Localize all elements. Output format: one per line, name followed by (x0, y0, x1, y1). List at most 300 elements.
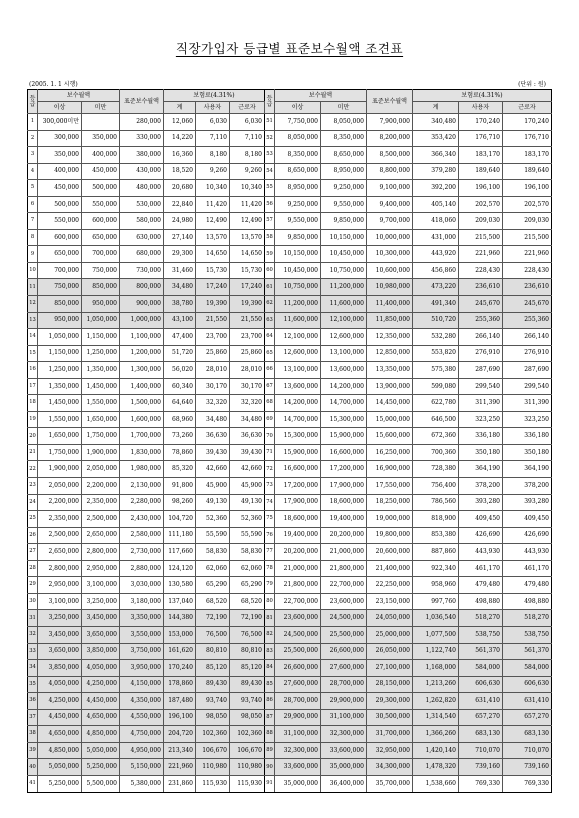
income-from-cell: 500,000 (38, 196, 82, 213)
standard-cell: 1,700,000 (120, 428, 164, 445)
premium-total-cell: 1,478,320 (413, 759, 459, 776)
premium-total-cell: 1,168,000 (413, 660, 459, 677)
table-row (28, 759, 552, 776)
premium-total-cell: 16,360 (164, 147, 196, 164)
income-from-cell: 1,350,000 (38, 378, 82, 395)
income-to-cell: 28,700,000 (321, 676, 367, 693)
standard-cell: 32,950,000 (367, 742, 413, 759)
income-from-cell: 2,650,000 (38, 544, 82, 561)
income-from-cell: 9,850,000 (275, 229, 321, 246)
worker-cell: 631,410 (503, 693, 552, 710)
standard-cell: 15,600,000 (367, 428, 413, 445)
employer-cell: 461,170 (459, 560, 503, 577)
employer-cell: 9,260 (196, 163, 230, 180)
grade-cell: 87 (265, 709, 275, 726)
premium-total-cell: 392,200 (413, 180, 459, 197)
worker-cell: 215,500 (503, 229, 552, 246)
income-to-cell: 1,550,000 (82, 395, 120, 412)
income-to-cell: 23,600,000 (321, 593, 367, 610)
premium-total-cell: 756,400 (413, 478, 459, 495)
income-to-cell: 33,600,000 (321, 742, 367, 759)
income-from-cell: 21,800,000 (275, 577, 321, 594)
header-worker: 근로자 (230, 102, 265, 114)
standard-cell: 19,000,000 (367, 511, 413, 528)
employer-cell: 183,170 (459, 147, 503, 164)
income-to-cell: 750,000 (82, 262, 120, 279)
grade-cell: 74 (265, 494, 275, 511)
premium-total-cell: 20,680 (164, 180, 196, 197)
income-to-cell: 950,000 (82, 296, 120, 313)
grade-cell: 57 (265, 213, 275, 230)
worker-cell: 561,370 (503, 643, 552, 660)
standard-cell: 4,150,000 (120, 676, 164, 693)
income-from-cell: 650,000 (38, 246, 82, 263)
income-from-cell: 11,600,000 (275, 312, 321, 329)
table-row (28, 362, 552, 379)
grade-cell: 73 (265, 478, 275, 495)
income-from-cell: 24,500,000 (275, 626, 321, 643)
header-premium: 보험료(4.31%) (164, 90, 265, 102)
grade-cell: 69 (265, 411, 275, 428)
grade-cell: 13 (28, 312, 38, 329)
income-to-cell: 2,650,000 (82, 527, 120, 544)
worker-cell: 85,120 (230, 660, 265, 677)
table-row (28, 246, 552, 263)
grade-cell: 64 (265, 329, 275, 346)
employer-cell: 710,070 (459, 742, 503, 759)
employer-cell: 631,410 (459, 693, 503, 710)
income-to-cell: 9,550,000 (321, 196, 367, 213)
standard-cell: 25,000,000 (367, 626, 413, 643)
employer-cell: 89,430 (196, 676, 230, 693)
income-to-cell: 5,050,000 (82, 742, 120, 759)
grade-cell: 54 (265, 163, 275, 180)
grade-cell: 59 (265, 246, 275, 263)
employer-cell: 236,610 (459, 279, 503, 296)
employer-cell: 39,430 (196, 444, 230, 461)
income-from-cell: 4,650,000 (38, 726, 82, 743)
income-to-cell: 14,700,000 (321, 395, 367, 412)
table-row (28, 643, 552, 660)
income-from-cell: 1,750,000 (38, 444, 82, 461)
grade-cell: 53 (265, 147, 275, 164)
worker-cell: 102,360 (230, 726, 265, 743)
income-to-cell: 5,500,000 (82, 775, 120, 792)
worker-cell: 115,930 (230, 775, 265, 792)
premium-total-cell: 187,480 (164, 693, 196, 710)
effective-date: (2005. 1. 1 시행) (29, 81, 78, 88)
worker-cell: 228,430 (503, 262, 552, 279)
premium-table (27, 89, 552, 793)
header-standard: 표준보수월액 (120, 90, 164, 114)
worker-cell: 36,630 (230, 428, 265, 445)
income-from-cell: 300,000 (38, 130, 82, 147)
income-from-cell: 400,000 (38, 163, 82, 180)
premium-total-cell: 491,340 (413, 296, 459, 313)
income-from-cell: 2,050,000 (38, 478, 82, 495)
income-to-cell: 35,000,000 (321, 759, 367, 776)
grade-cell: 86 (265, 693, 275, 710)
standard-cell: 8,800,000 (367, 163, 413, 180)
standard-cell: 30,500,000 (367, 709, 413, 726)
income-from-cell: 8,050,000 (275, 130, 321, 147)
employer-cell: 93,740 (196, 693, 230, 710)
worker-cell: 311,390 (503, 395, 552, 412)
worker-cell: 11,420 (230, 196, 265, 213)
header-grade: 등급 (28, 90, 38, 114)
grade-cell: 83 (265, 643, 275, 660)
employer-cell: 426,690 (459, 527, 503, 544)
income-to-cell: 29,900,000 (321, 693, 367, 710)
income-to-cell: 17,900,000 (321, 478, 367, 495)
income-from-cell: 10,150,000 (275, 246, 321, 263)
standard-cell: 1,300,000 (120, 362, 164, 379)
employer-cell: 323,250 (459, 411, 503, 428)
worker-cell: 409,450 (503, 511, 552, 528)
employer-cell: 255,360 (459, 312, 503, 329)
premium-total-cell: 922,340 (413, 560, 459, 577)
income-to-cell: 19,400,000 (321, 511, 367, 528)
standard-cell: 3,750,000 (120, 643, 164, 660)
table-row (28, 378, 552, 395)
income-to-cell: 3,100,000 (82, 577, 120, 594)
table-row (28, 229, 552, 246)
income-from-cell: 2,800,000 (38, 560, 82, 577)
grade-cell: 17 (28, 378, 38, 395)
worker-cell: 378,200 (503, 478, 552, 495)
standard-cell: 9,400,000 (367, 196, 413, 213)
income-to-cell: 1,900,000 (82, 444, 120, 461)
standard-cell: 16,900,000 (367, 461, 413, 478)
income-from-cell: 4,050,000 (38, 676, 82, 693)
employer-cell: 30,170 (196, 378, 230, 395)
income-from-cell: 1,900,000 (38, 461, 82, 478)
header-total: 계 (413, 102, 459, 114)
premium-total-cell: 24,980 (164, 213, 196, 230)
grade-cell: 61 (265, 279, 275, 296)
employer-cell: 170,240 (459, 114, 503, 131)
standard-cell: 580,000 (120, 213, 164, 230)
income-from-cell: 22,700,000 (275, 593, 321, 610)
income-to-cell: 4,650,000 (82, 709, 120, 726)
table-row (28, 478, 552, 495)
income-to-cell: 11,200,000 (321, 279, 367, 296)
income-from-cell: 7,750,000 (275, 114, 321, 131)
worker-cell: 518,270 (503, 610, 552, 627)
income-from-cell: 33,600,000 (275, 759, 321, 776)
grade-cell: 70 (265, 428, 275, 445)
premium-total-cell: 213,340 (164, 742, 196, 759)
income-from-cell: 8,650,000 (275, 163, 321, 180)
header-premium: 보험료(4.31%) (413, 90, 552, 102)
premium-total-cell: 340,480 (413, 114, 459, 131)
standard-cell: 27,100,000 (367, 660, 413, 677)
worker-cell: 9,260 (230, 163, 265, 180)
standard-cell: 10,000,000 (367, 229, 413, 246)
worker-cell: 25,860 (230, 345, 265, 362)
premium-total-cell: 64,640 (164, 395, 196, 412)
standard-cell: 330,000 (120, 130, 164, 147)
income-to-cell: 5,250,000 (82, 759, 120, 776)
header-row (28, 90, 552, 102)
income-from-cell: 10,450,000 (275, 262, 321, 279)
standard-cell: 1,600,000 (120, 411, 164, 428)
premium-total-cell: 117,660 (164, 544, 196, 561)
employer-cell: 52,360 (196, 511, 230, 528)
worker-cell: 336,180 (503, 428, 552, 445)
employer-cell: 350,180 (459, 444, 503, 461)
grade-cell: 52 (265, 130, 275, 147)
grade-cell: 56 (265, 196, 275, 213)
employer-cell: 683,130 (459, 726, 503, 743)
grade-cell: 3 (28, 147, 38, 164)
employer-cell: 36,630 (196, 428, 230, 445)
worker-cell: 42,660 (230, 461, 265, 478)
table-row (28, 213, 552, 230)
employer-cell: 266,140 (459, 329, 503, 346)
worker-cell: 8,180 (230, 147, 265, 164)
income-from-cell: 31,100,000 (275, 726, 321, 743)
income-to-cell: 600,000 (82, 213, 120, 230)
income-to-cell: 21,000,000 (321, 544, 367, 561)
income-from-cell: 2,200,000 (38, 494, 82, 511)
grade-cell: 12 (28, 296, 38, 313)
header-standard: 표준보수월액 (367, 90, 413, 114)
income-to-cell: 1,450,000 (82, 378, 120, 395)
table-row (28, 577, 552, 594)
grade-cell: 81 (265, 610, 275, 627)
income-from-cell: 13,600,000 (275, 378, 321, 395)
employer-cell: 364,190 (459, 461, 503, 478)
grade-cell: 6 (28, 196, 38, 213)
employer-cell: 10,340 (196, 180, 230, 197)
table-row (28, 560, 552, 577)
income-to-cell: 12,600,000 (321, 329, 367, 346)
income-from-cell: 5,050,000 (38, 759, 82, 776)
income-to-cell: 2,500,000 (82, 511, 120, 528)
grade-cell: 77 (265, 544, 275, 561)
grade-cell: 40 (28, 759, 38, 776)
worker-cell: 7,110 (230, 130, 265, 147)
income-from-cell: 3,650,000 (38, 643, 82, 660)
employer-cell: 739,160 (459, 759, 503, 776)
premium-total-cell: 56,020 (164, 362, 196, 379)
standard-cell: 3,180,000 (120, 593, 164, 610)
grade-cell: 82 (265, 626, 275, 643)
premium-total-cell: 98,260 (164, 494, 196, 511)
income-from-cell: 9,250,000 (275, 196, 321, 213)
table-row (28, 775, 552, 792)
income-to-cell: 8,950,000 (321, 163, 367, 180)
unit-label: (단위 : 원) (518, 81, 546, 88)
grade-cell: 71 (265, 444, 275, 461)
worker-cell: 15,730 (230, 262, 265, 279)
income-to-cell: 1,350,000 (82, 362, 120, 379)
header-to: 미만 (321, 102, 367, 114)
premium-total-cell: 700,360 (413, 444, 459, 461)
worker-cell: 606,630 (503, 676, 552, 693)
employer-cell: 49,130 (196, 494, 230, 511)
standard-cell: 9,100,000 (367, 180, 413, 197)
premium-total-cell: 887,860 (413, 544, 459, 561)
income-from-cell: 10,750,000 (275, 279, 321, 296)
table-row (28, 742, 552, 759)
grade-cell: 7 (28, 213, 38, 230)
employer-cell: 28,010 (196, 362, 230, 379)
income-from-cell: 450,000 (38, 180, 82, 197)
standard-cell: 3,550,000 (120, 626, 164, 643)
premium-total-cell: 31,460 (164, 262, 196, 279)
worker-cell: 98,050 (230, 709, 265, 726)
income-to-cell: 36,400,000 (321, 775, 367, 792)
standard-cell: 530,000 (120, 196, 164, 213)
grade-cell: 19 (28, 411, 38, 428)
premium-total-cell: 1,213,260 (413, 676, 459, 693)
standard-cell: 1,400,000 (120, 378, 164, 395)
worker-cell: 739,160 (503, 759, 552, 776)
grade-cell: 38 (28, 726, 38, 743)
grade-cell: 88 (265, 726, 275, 743)
worker-cell: 28,010 (230, 362, 265, 379)
worker-cell: 170,240 (503, 114, 552, 131)
worker-cell: 657,270 (503, 709, 552, 726)
header-income: 보수월액 (275, 90, 367, 102)
standard-cell: 31,700,000 (367, 726, 413, 743)
employer-cell: 221,960 (459, 246, 503, 263)
standard-cell: 2,280,000 (120, 494, 164, 511)
standard-cell: 10,300,000 (367, 246, 413, 263)
table-row (28, 180, 552, 197)
employer-cell: 443,930 (459, 544, 503, 561)
income-to-cell: 3,250,000 (82, 593, 120, 610)
employer-cell: 21,550 (196, 312, 230, 329)
premium-total-cell: 12,060 (164, 114, 196, 131)
standard-cell: 10,980,000 (367, 279, 413, 296)
premium-total-cell: 418,060 (413, 213, 459, 230)
premium-total-cell: 366,340 (413, 147, 459, 164)
income-from-cell: 1,150,000 (38, 345, 82, 362)
employer-cell: 311,390 (459, 395, 503, 412)
income-to-cell: 10,450,000 (321, 246, 367, 263)
employer-cell: 110,980 (196, 759, 230, 776)
worker-cell: 13,570 (230, 229, 265, 246)
premium-total-cell: 18,520 (164, 163, 196, 180)
income-from-cell: 32,300,000 (275, 742, 321, 759)
worker-cell: 72,190 (230, 610, 265, 627)
premium-total-cell: 622,780 (413, 395, 459, 412)
income-to-cell: 2,950,000 (82, 560, 120, 577)
table-row (28, 428, 552, 445)
premium-total-cell: 510,720 (413, 312, 459, 329)
grade-cell: 9 (28, 246, 38, 263)
employer-cell: 76,500 (196, 626, 230, 643)
income-from-cell: 1,450,000 (38, 395, 82, 412)
income-from-cell: 2,500,000 (38, 527, 82, 544)
income-from-cell: 8,350,000 (275, 147, 321, 164)
premium-total-cell: 1,420,140 (413, 742, 459, 759)
premium-total-cell: 1,538,660 (413, 775, 459, 792)
income-from-cell: 17,900,000 (275, 494, 321, 511)
header-from: 이상 (275, 102, 321, 114)
employer-cell: 13,570 (196, 229, 230, 246)
table-row (28, 726, 552, 743)
standard-cell: 1,980,000 (120, 461, 164, 478)
header-worker: 근로자 (503, 102, 552, 114)
income-to-cell: 18,600,000 (321, 494, 367, 511)
income-from-cell: 550,000 (38, 213, 82, 230)
employer-cell: 769,330 (459, 775, 503, 792)
grade-cell: 78 (265, 560, 275, 577)
income-from-cell: 21,000,000 (275, 560, 321, 577)
employer-cell: 228,430 (459, 262, 503, 279)
standard-cell: 15,000,000 (367, 411, 413, 428)
table-row (28, 511, 552, 528)
standard-cell: 5,380,000 (120, 775, 164, 792)
employer-cell: 25,860 (196, 345, 230, 362)
grade-cell: 14 (28, 329, 38, 346)
employer-cell: 72,190 (196, 610, 230, 627)
premium-total-cell: 853,380 (413, 527, 459, 544)
standard-cell: 19,800,000 (367, 527, 413, 544)
grade-cell: 1 (28, 114, 38, 131)
worker-cell: 21,550 (230, 312, 265, 329)
income-from-cell: 300,000미만 (38, 114, 82, 131)
income-from-cell: 2,350,000 (38, 511, 82, 528)
worker-cell: 106,670 (230, 742, 265, 759)
standard-cell: 17,550,000 (367, 478, 413, 495)
header-total: 계 (164, 102, 196, 114)
grade-cell: 32 (28, 626, 38, 643)
standard-cell: 14,450,000 (367, 395, 413, 412)
worker-cell: 461,170 (503, 560, 552, 577)
income-from-cell: 4,250,000 (38, 693, 82, 710)
grade-cell: 76 (265, 527, 275, 544)
grade-cell: 20 (28, 428, 38, 445)
employer-cell: 7,110 (196, 130, 230, 147)
premium-total-cell: 124,120 (164, 560, 196, 577)
employer-cell: 14,650 (196, 246, 230, 263)
standard-cell: 24,050,000 (367, 610, 413, 627)
premium-total-cell: 353,420 (413, 130, 459, 147)
employer-cell: 85,120 (196, 660, 230, 677)
worker-cell: 538,750 (503, 626, 552, 643)
worker-cell: 196,100 (503, 180, 552, 197)
standard-cell: 7,900,000 (367, 114, 413, 131)
grade-cell: 28 (28, 560, 38, 577)
standard-cell: 2,130,000 (120, 478, 164, 495)
premium-total-cell: 1,314,540 (413, 709, 459, 726)
income-to-cell: 2,050,000 (82, 461, 120, 478)
employer-cell: 209,030 (459, 213, 503, 230)
employer-cell: 287,690 (459, 362, 503, 379)
worker-cell: 93,740 (230, 693, 265, 710)
income-from-cell: 16,600,000 (275, 461, 321, 478)
grade-cell: 27 (28, 544, 38, 561)
worker-cell: 443,930 (503, 544, 552, 561)
standard-cell: 4,750,000 (120, 726, 164, 743)
premium-total-cell: 78,860 (164, 444, 196, 461)
employer-cell: 606,630 (459, 676, 503, 693)
employer-cell: 561,370 (459, 643, 503, 660)
premium-total-cell: 818,900 (413, 511, 459, 528)
standard-cell: 3,350,000 (120, 610, 164, 627)
grade-cell: 21 (28, 444, 38, 461)
worker-cell: 255,360 (503, 312, 552, 329)
employer-cell: 65,290 (196, 577, 230, 594)
standard-cell: 380,000 (120, 147, 164, 164)
subheader-row (28, 102, 552, 114)
standard-cell: 9,700,000 (367, 213, 413, 230)
